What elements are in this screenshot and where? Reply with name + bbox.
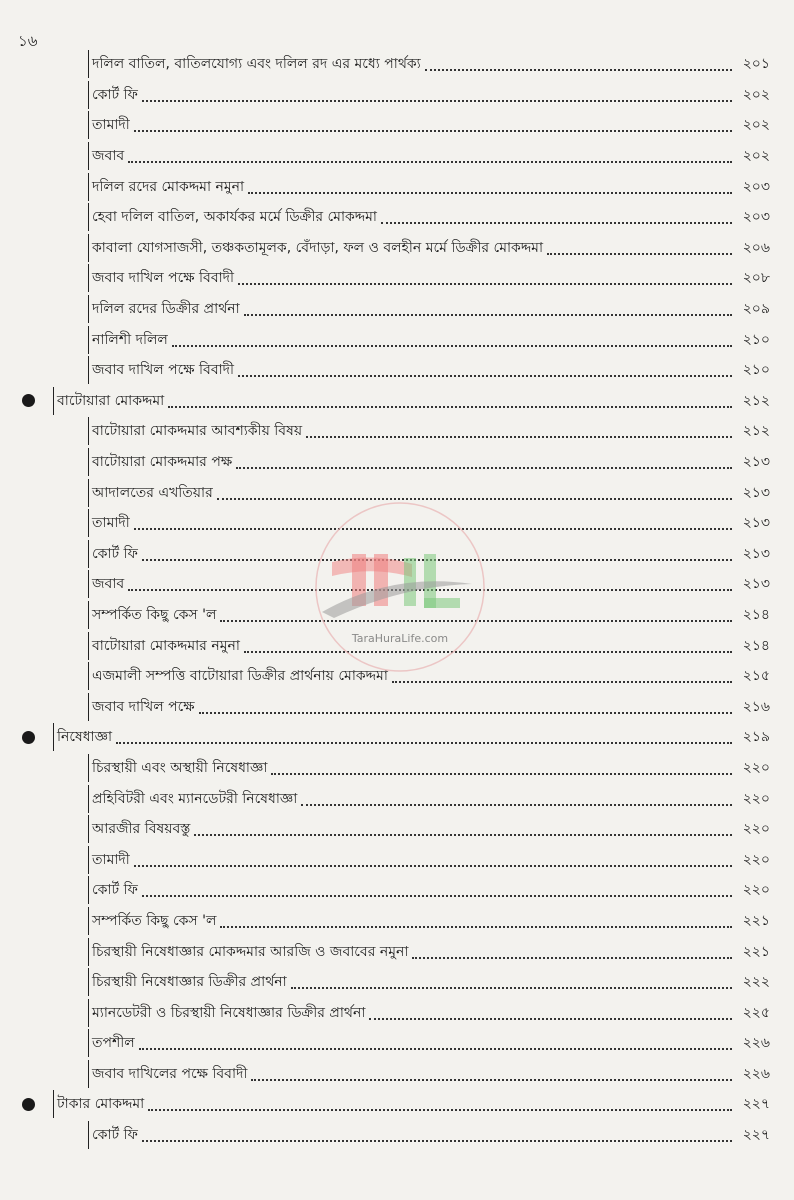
toc-entry-title: টাকার মোকদ্দমা	[53, 1090, 144, 1118]
dot-leader	[142, 1140, 732, 1142]
toc-entry-title: দলিল রদের মোকদ্দমা নমুনা	[88, 173, 244, 201]
toc-entry-title: জবাব দাখিল পক্ষে	[88, 693, 195, 721]
toc-entry-title: জবাব দাখিলের পক্ষে বিবাদী	[88, 1060, 247, 1088]
toc-entry-page: ২০৮	[742, 270, 770, 287]
dot-leader	[248, 192, 732, 194]
toc-entry-page: ২২০	[742, 790, 770, 807]
toc-entry-title: জবাব দাখিল পক্ষে বিবাদী	[88, 264, 234, 292]
dot-leader	[220, 926, 732, 928]
toc-entry-page: ২০৯	[742, 301, 770, 318]
toc-entry-title: কাবালা যোগসাজসী, তঞ্চকতামূলক, বেঁদাড়া, ফল ও বলহীন মর্মে ডিক্রীর মোকদ্দমা	[88, 234, 543, 262]
toc-entry-page: ২২৭	[742, 1127, 770, 1144]
toc-entry-page: ২২১	[742, 943, 770, 960]
bullet-icon	[22, 731, 35, 744]
toc-entry-page: ২১২	[742, 392, 770, 409]
dot-leader	[148, 1109, 732, 1111]
dot-leader	[116, 742, 732, 744]
toc-entry-title: আদালতের এখতিয়ার	[88, 479, 213, 507]
dot-leader	[238, 375, 732, 377]
toc-section-row	[20, 1089, 770, 1120]
toc-entry-row	[20, 233, 770, 264]
toc-entry-page: ২১৯	[742, 729, 770, 746]
toc-entry-page: ২২১	[742, 912, 770, 929]
toc-entry-page: ২০৩	[742, 209, 770, 226]
toc-entry-row	[20, 875, 770, 906]
toc-entry-page: ২২৭	[742, 1096, 770, 1113]
toc-entry-title: বাটোয়ারা মোকদ্দমার পক্ষ	[88, 448, 232, 476]
toc-entry-page: ২১০	[742, 331, 770, 348]
toc-entry-page: ২০২	[742, 148, 770, 165]
toc-entry-row	[20, 1028, 770, 1059]
toc-entry-title: প্রহিবিটরী এবং ম্যানডেটরী নিষেধাজ্ঞা	[88, 785, 297, 813]
toc-entry-title: দলিল রদের ডিক্রীর প্রার্থনা	[88, 295, 240, 323]
toc-entry-page: ২২৬	[742, 1065, 770, 1082]
toc-entry-page: ২২৬	[742, 1035, 770, 1052]
toc-entry-page: ২০২	[742, 86, 770, 103]
dot-leader	[251, 1079, 732, 1081]
toc-entry-row	[20, 263, 770, 294]
toc-entry-title: চিরস্থায়ী নিষেধাজ্ঞার ডিক্রীর প্রার্থনা	[88, 968, 287, 996]
dot-leader	[142, 100, 732, 102]
toc-entry-page: ২১৬	[742, 698, 770, 715]
toc-entry-title: তামাদী	[88, 846, 130, 874]
dot-leader	[142, 895, 732, 897]
toc-entry-title: নালিশী দলিল	[88, 326, 168, 354]
toc-entry-row	[20, 783, 770, 814]
dot-leader	[392, 681, 732, 683]
toc-entry-title: জবাব	[88, 142, 124, 170]
toc-entry-row	[20, 447, 770, 478]
dot-leader	[172, 345, 732, 347]
dot-leader	[301, 804, 732, 806]
toc-entry-row	[20, 294, 770, 325]
dot-leader	[547, 253, 732, 255]
toc-entry-title: জবাব দাখিল পক্ষে বিবাদী	[88, 356, 234, 384]
dot-leader	[369, 1018, 732, 1020]
toc-entry-page: ২০১	[742, 56, 770, 73]
toc-entry-row	[20, 967, 770, 998]
dot-leader	[168, 406, 732, 408]
dot-leader	[199, 712, 732, 714]
dot-leader	[238, 283, 732, 285]
bullet-icon	[22, 1098, 35, 1111]
toc-entry-page: ২২০	[742, 821, 770, 838]
toc-entry-page: ২১৪	[742, 606, 770, 623]
dot-leader	[244, 314, 732, 316]
toc-entry-title: হেবা দলিল বাতিল, অকার্যকর মর্মে ডিক্রীর মোকদ্দমা	[88, 203, 377, 231]
toc-entry-row	[20, 691, 770, 722]
toc-entry-title: ম্যানডেটরী ও চিরস্থায়ী নিষেধাজ্ঞার ডিক্রীর প্রার্থনা	[88, 999, 365, 1027]
toc-entry-title: কোর্ট ফি	[88, 540, 138, 568]
toc-entry-page: ২০৬	[742, 239, 770, 256]
dot-leader	[381, 222, 732, 224]
toc-entry-page: ২২৫	[742, 1004, 770, 1021]
toc-entry-page: ২১৩	[742, 484, 770, 501]
toc-entry-title: চিরস্থায়ী এবং অস্থায়ী নিষেধাজ্ঞা	[88, 754, 267, 782]
watermark-logo	[312, 502, 488, 672]
toc-entry-title: তামাদী	[88, 509, 130, 537]
dot-leader	[128, 161, 732, 163]
dot-leader	[271, 773, 732, 775]
toc-entry-row	[20, 844, 770, 875]
toc-section-row	[20, 386, 770, 417]
toc-entry-title: তামাদী	[88, 111, 130, 139]
toc-entry-row	[20, 171, 770, 202]
toc-entry-page: ২১২	[742, 423, 770, 440]
toc-entry-row	[20, 1059, 770, 1090]
toc-entry-title: এজমালী সম্পত্তি বাটোয়ারা ডিক্রীর প্রার্থনায় মোকদ্দমা	[88, 662, 388, 690]
toc-entry-page: ২২২	[742, 974, 770, 991]
toc-section-row	[20, 722, 770, 753]
toc-entry-title: কোর্ট ফি	[88, 876, 138, 904]
toc-entry-page: ২২০	[742, 851, 770, 868]
dot-leader	[194, 834, 732, 836]
toc-entry-row	[20, 355, 770, 386]
toc-entry-page: ২১৩	[742, 515, 770, 532]
toc-entry-row	[20, 324, 770, 355]
toc-entry-page: ২১৪	[742, 637, 770, 654]
toc-entry-title: সম্পর্কিত কিছু কেস 'ল	[88, 907, 216, 935]
toc-entry-title: দলিল বাতিল, বাতিলযোগ্য এবং দলিল রদ এর মধ্যে পার্থক্য	[88, 50, 421, 78]
toc-entry-title: বাটোয়ারা মোকদ্দমার নমুনা	[88, 632, 240, 660]
toc-entry-page: ২১৩	[742, 454, 770, 471]
toc-entry-row	[20, 141, 770, 172]
toc-entry-row	[20, 80, 770, 111]
toc-entry-title: তপশীল	[88, 1029, 135, 1057]
watermark-text: TaraHuraLife.com	[351, 632, 449, 645]
toc-entry-row	[20, 1120, 770, 1151]
toc-entry-page: ২০৩	[742, 178, 770, 195]
bullet-icon	[22, 394, 35, 407]
toc-entry-title: জবাব	[88, 570, 124, 598]
toc-entry-page: ২১৫	[742, 668, 770, 685]
toc-entry-row	[20, 49, 770, 80]
toc-entry-title: কোর্ট ফি	[88, 1121, 138, 1149]
dot-leader	[291, 987, 732, 989]
dot-leader	[139, 1048, 732, 1050]
toc-entry-title: বাটোয়ারা মোকদ্দমা	[53, 387, 164, 415]
toc-entry-title: আরজীর বিষয়বস্তু	[88, 815, 190, 843]
toc-entry-row	[20, 202, 770, 233]
dot-leader	[134, 865, 732, 867]
dot-leader	[217, 498, 732, 500]
dot-leader	[236, 467, 732, 469]
toc-entry-row	[20, 997, 770, 1028]
toc-entry-title: কোর্ট ফি	[88, 81, 138, 109]
toc-entry-page: ২১৩	[742, 576, 770, 593]
dot-leader	[425, 69, 732, 71]
toc-entry-page: ২১০	[742, 362, 770, 379]
toc-entry-row	[20, 110, 770, 141]
toc-entry-row	[20, 936, 770, 967]
dot-leader	[306, 436, 732, 438]
toc-entry-title: নিষেধাজ্ঞা	[53, 723, 112, 751]
toc-entry-title: চিরস্থায়ী নিষেধাজ্ঞার মোকদ্দমার আরজি ও জবাবের নমুনা	[88, 938, 408, 966]
page-number: ১৬	[18, 32, 38, 50]
toc-entry-page: ২২০	[742, 882, 770, 899]
toc-entry-title: বাটোয়ারা মোকদ্দমার আবশ্যকীয় বিষয়	[88, 417, 302, 445]
toc-entry-row	[20, 753, 770, 784]
toc-entry-title: সম্পর্কিত কিছু কেস 'ল	[88, 601, 216, 629]
toc-entry-row	[20, 814, 770, 845]
toc-entry-page: ২০২	[742, 117, 770, 134]
toc-entry-row	[20, 906, 770, 937]
toc-entry-row	[20, 416, 770, 447]
dot-leader	[134, 130, 732, 132]
toc-entry-page: ২২০	[742, 759, 770, 776]
toc-entry-page: ২১৩	[742, 545, 770, 562]
dot-leader	[412, 957, 732, 959]
